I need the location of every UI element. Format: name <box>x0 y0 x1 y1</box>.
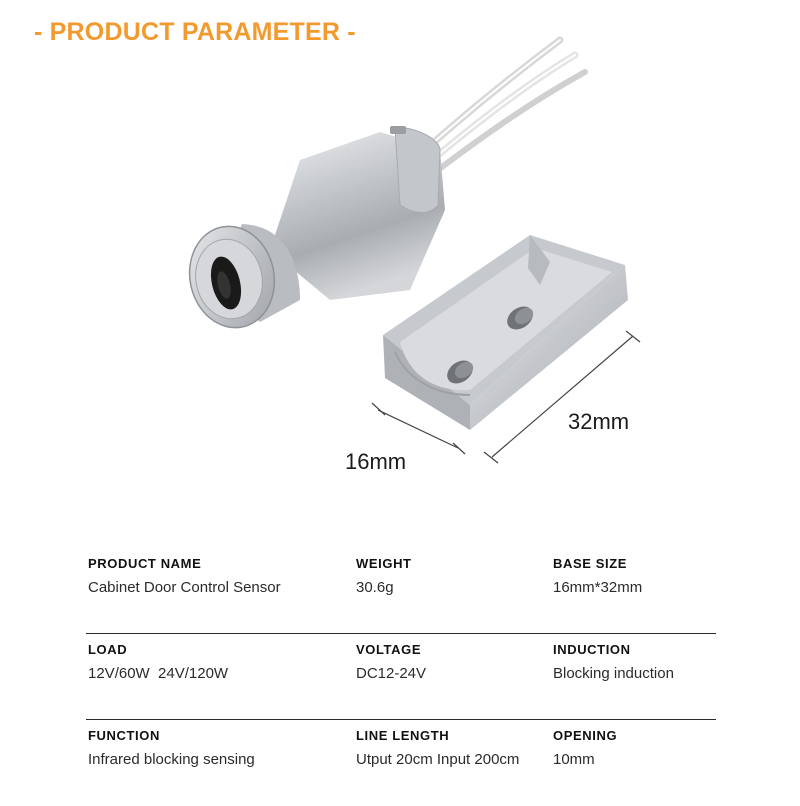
spec-cell-weight <box>356 556 412 596</box>
spec-cell-load <box>88 642 228 682</box>
spec-cell-product-name <box>88 556 281 596</box>
dimension-label-length: 32mm <box>568 409 630 434</box>
spec-label: OPENING <box>553 728 618 743</box>
dimension-label-width: 16mm <box>345 449 407 474</box>
spec-label: INDUCTION <box>553 642 631 657</box>
spec-label: WEIGHT <box>356 556 412 571</box>
cable-wires <box>425 40 585 170</box>
spec-row <box>86 720 716 806</box>
spec-label: LINE LENGTH <box>356 728 450 743</box>
spec-value: 12V/60W 24V/120W <box>88 665 229 682</box>
spec-row <box>86 634 716 720</box>
spec-label: PRODUCT NAME <box>88 556 202 571</box>
spec-value: 16mm*32mm <box>553 579 643 596</box>
spec-row <box>86 548 716 634</box>
spec-cell-induction <box>553 642 674 682</box>
spec-value: Cabinet Door Control Sensor <box>88 579 281 596</box>
spec-label: VOLTAGE <box>356 642 422 657</box>
spec-cell-base-size <box>553 556 642 596</box>
spec-cell-voltage <box>356 642 426 682</box>
spec-value: DC12-24V <box>356 665 427 682</box>
page-title: - PRODUCT PARAMETER - <box>34 18 356 46</box>
spec-cell-opening <box>553 728 617 768</box>
spec-cell-line-length <box>356 728 519 768</box>
spec-label: FUNCTION <box>88 728 160 743</box>
spec-table <box>86 548 716 806</box>
spec-value: 10mm <box>553 751 595 768</box>
spec-label: LOAD <box>88 642 128 657</box>
spec-value: Infrared blocking sensing <box>88 751 255 768</box>
spec-value: Blocking induction <box>553 665 674 682</box>
spec-label: BASE SIZE <box>553 556 628 571</box>
spec-value: Utput 20cm Input 200cm <box>356 751 520 768</box>
spec-value: 30.6g <box>356 579 394 596</box>
spec-cell-function <box>88 728 255 768</box>
